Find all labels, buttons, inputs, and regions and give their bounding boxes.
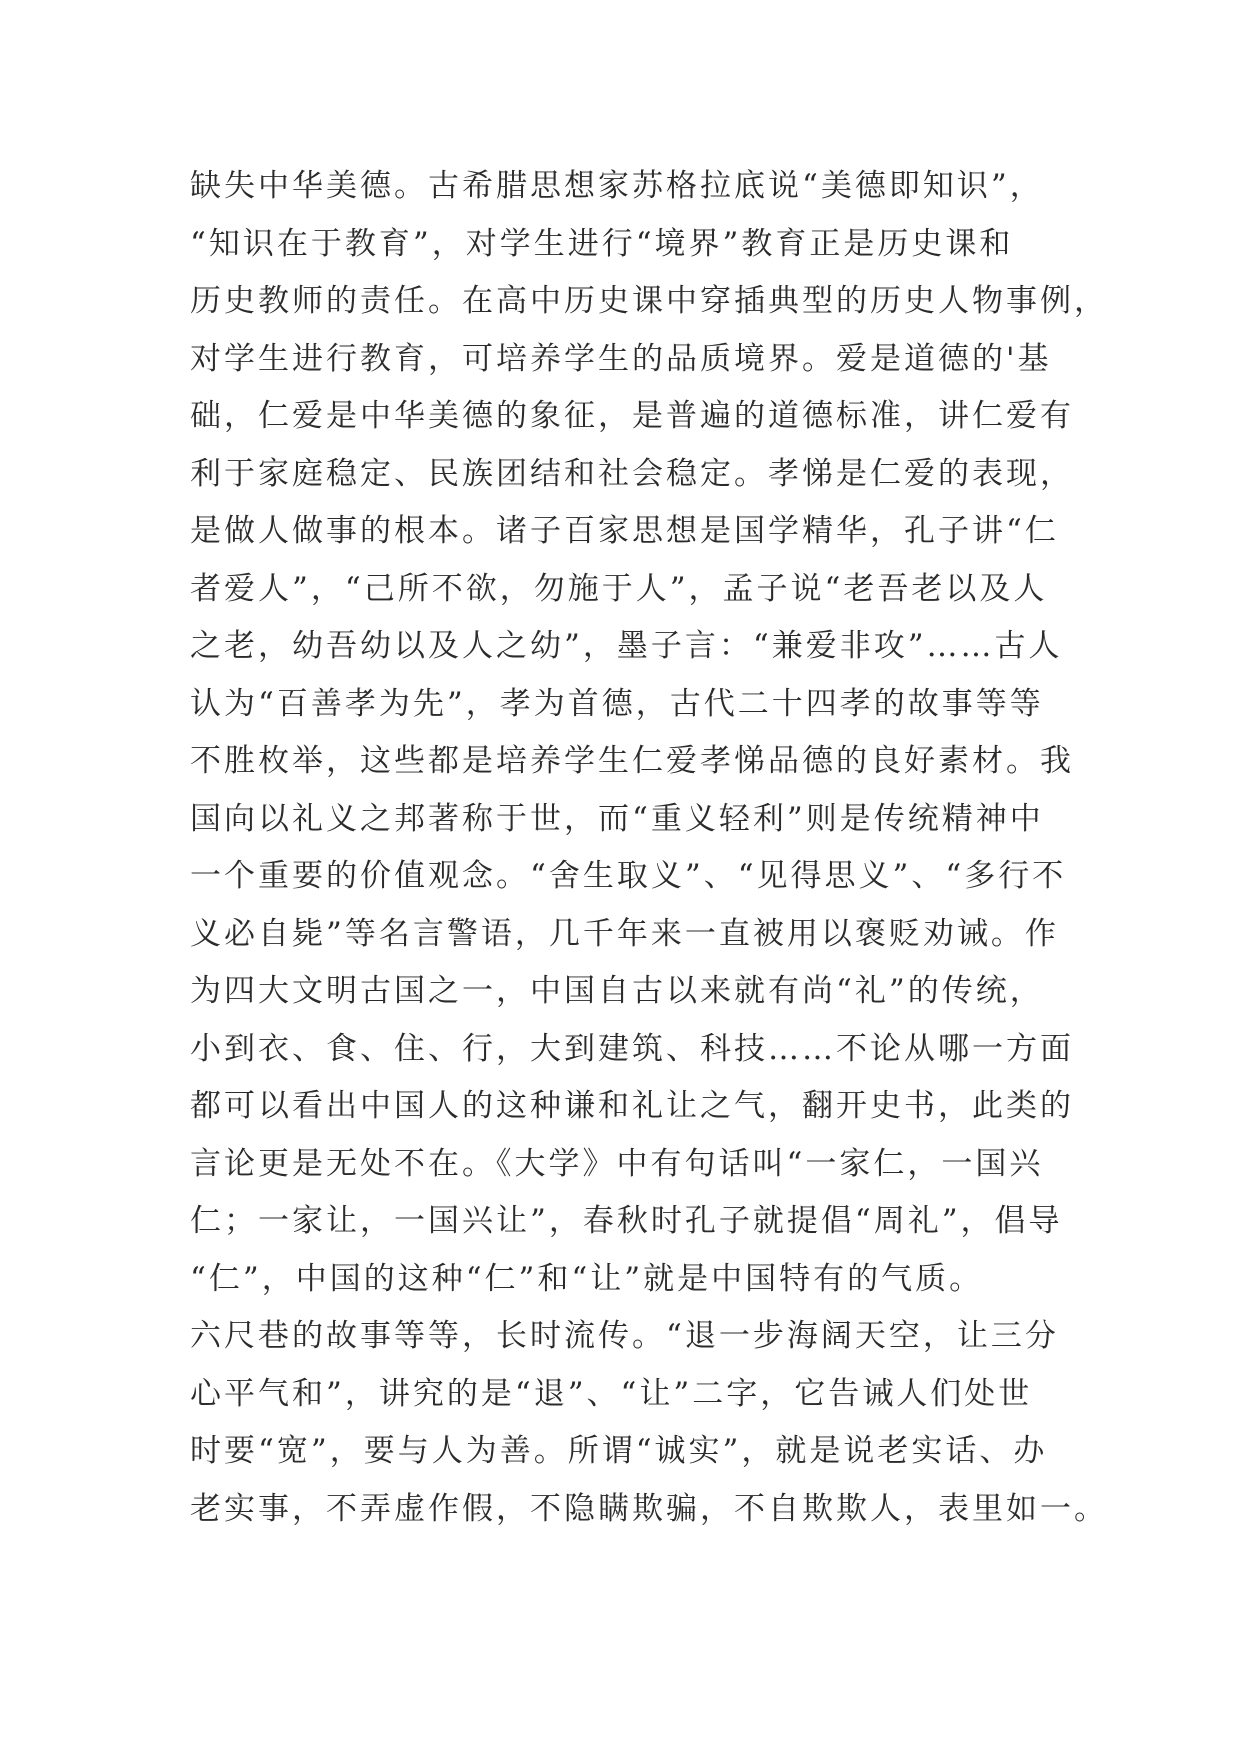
text-line: 是做人做事的根本。诸子百家思想是国学精华，孔子讲“仁	[190, 513, 1059, 549]
text-line: 认为“百善孝为先”，孝为首德，古代二十四孝的故事等等	[190, 685, 1044, 722]
text-line: 利于家庭稳定、民族团结和社会稳定。孝悌是仁爱的表现，	[190, 455, 1074, 492]
text-line: 仁；一家让，一国兴让”，春秋时孔子就提倡“周礼”，倡导	[190, 1203, 1063, 1239]
text-line: 小到衣、食、住、行，大到建筑、科技……不论从哪一方面	[190, 1030, 1074, 1067]
text-line: “知识在于教育”，对学生进行“境界”教育正是历史课和	[190, 225, 1014, 262]
text-line: 老实事，不弄虚作假，不隐瞒欺骗，不自欺欺人，表里如一。	[190, 1490, 1108, 1527]
text-line: 者爱人”，“己所不欲，勿施于人”，孟子说“老吾老以及人	[190, 570, 1048, 607]
text-line: 时要“宽”，要与人为善。所谓“诚实”，就是说老实话、办	[190, 1433, 1048, 1469]
text-line: 言论更是无处不在。《大学》中有句话叫“一家仁，一国兴	[190, 1145, 1044, 1182]
text-line: 之老，幼吾幼以及人之幼”，墨子言：“兼爱非攻”……古人	[190, 628, 1063, 664]
text-line: 义必自毙”等名言警语，几千年来一直被用以褒贬劝诫。作	[190, 915, 1059, 952]
text-line: 对学生进行教育，可培养学生的品质境界。爱是道德的'基	[190, 340, 1052, 377]
text-line: 不胜枚举，这些都是培养学生仁爱孝悌品德的良好素材。我	[190, 743, 1074, 779]
text-line: 历史教师的责任。在高中历史课中穿插典型的历史人物事例，	[190, 283, 1108, 319]
text-line: 一个重要的价值观念。“舍生取义”、“见得思义”、“多行不	[190, 858, 1067, 894]
body-text	[190, 158, 1108, 1538]
text-line: 心平气和”，讲究的是“退”、“让”二字，它告诫人们处世	[190, 1375, 1033, 1412]
text-line: 为四大文明古国之一，中国自古以来就有尚“礼”的传统，	[190, 973, 1044, 1009]
text-line: 缺失中华美德。古希腊思想家苏格拉底说“美德即知识”，	[190, 168, 1044, 204]
text-line: 六尺巷的故事等等，长时流传。“退一步海阔天空，让三分	[190, 1318, 1059, 1354]
text-line: 国向以礼义之邦著称于世，而“重义轻利”则是传统精神中	[190, 800, 1044, 837]
text-line: “仁”，中国的这种“仁”和“让”就是中国特有的气质。	[190, 1260, 984, 1297]
text-line: 础，仁爱是中华美德的象征，是普遍的道德标准，讲仁爱有	[190, 398, 1074, 434]
text-line: 都可以看出中国人的这种谦和礼让之气，翻开史书，此类的	[190, 1088, 1074, 1124]
